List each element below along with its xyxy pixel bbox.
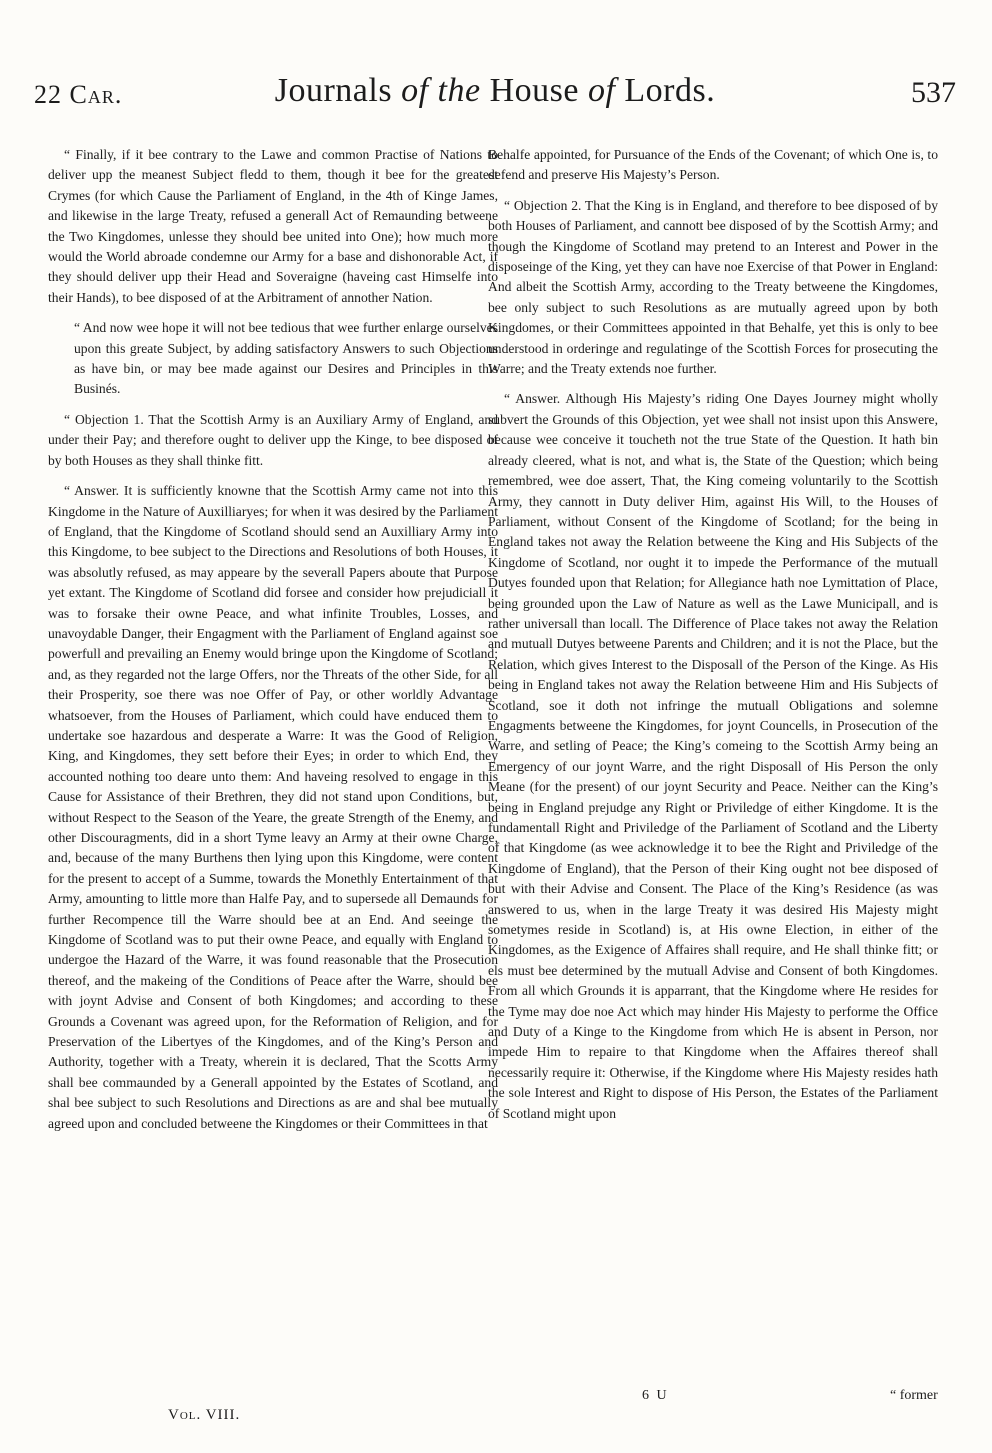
left-column (48, 145, 498, 1134)
page-number: 537 (911, 76, 956, 109)
regnal-year: 22 Car. (34, 80, 123, 109)
title-of-the: of the (401, 72, 481, 109)
title-of: of (587, 72, 616, 109)
paragraph-answer-1: “ Answer. It is sufficiently knowne that the Scottish Army came not into this Kingdome in the Nature of Auxilliaryes; for when it was desired by the Parliament of England, that the Kingdome of Scotland should send an Auxilliary Army into this Kingdome, to bee subject to the Directions and Resolutions of both Houses, it was absolutly refused, as may appeare by the severall Papers aboute that Purpose yet extant. The Kingdome of Scotland did forsee and consider how prejudiciall it was to forsake their owne Peace, and what infinite Troubles, Losses, and unavoydable Danger, their Engagment with the Parliament of England against soe powerfull and prevailing an Enemy would bringe upon the Kingdome of Scotland; and, as they regarded not the large Offers, nor the Threats of the other Side, for all their Prosperity, soe there was noe Offer of Pay, or other worldly Advantage whatsoever, from the Houses of Parliament, which could have enduced them to undertake soe hazardous and desperate a Warre: It was the Good of Religion, King, and Kingdomes, they sett before their Eyes; in order to which End, they accounted nothing too deare unto them: And haveing resolved to engage in this Cause for Assistance of their Brethren, they did not stand upon Conditions, but, without Respect to the Season of the Yeare, the greate Strength of the Enemy, and other Discouragments, did in a short Tyme leavy an Army at their owne Charge, and, because of the many Burthens then lying upon this Kingdome, were content for the present to accept of a Summe, towards the Monethly Entertainment of that Army, amounting to little more than Halfe Pay, and to supersede all Demaunds for further Recompence till the Warre should bee at an End. And seeinge the Kingdome of Scotland was to put their owne Peace, and equally with England to undergoe the Hazard of the Warre, it was found reasonable that the Prosecution thereof, and the makeing of the Conditions of Peace after the Warre, should bee with joynt Advise and Consent of both Kingdomes; and according to these Grounds a Covenant was agreed upon, for the Reformation of Religion, and for Preservation of the Libertyes of the Kingdomes, and of the King’s Person and Authority, together with a Treaty, wherein it is declared, That the Scotts Army shall bee commaunded by a Generall appointed by the Estates of Scotland, and shal bee subject to such Resolutions and Directions as are and shal bee mutually agreed upon and concluded betweene the Kingdomes or their Committees in that (48, 483, 498, 1131)
title-lords: Lords. (624, 72, 716, 109)
paragraph-continuation: Behalfe appointed, for Pursuance of the Ends of the Covenant; of which One is, to defend and preserve His Majesty’s Person. (488, 147, 938, 183)
paragraph-answer-2: “ Answer. Although His Majesty’s riding One Dayes Journey might wholly subvert the Grounds of this Objection, yet wee shall not insist upon this Answere, because wee conceive it toucheth not the true State of the Question. It hath bin already cleered, what is not, and what is, the State of the Question; which being remembred, wee doe assert, That, the King comeing voluntarily to the Scottish Army, they cannott in Duty deliver Him, against His Will, to the Houses of Parliament, without Consent of the Kingdome of Scotland; for the being in England takes not away the Relation betweene the King and His Subjects of the Kingdome of Scotland, nor ought it to impede the Performance of the mutuall Dutyes founded upon that Relation; for Allegiance hath noe Lymittation of Place, being grounded upon the Law of Nature as well as the Lawe Municipall, and is rather universall than locall. The Difference of Place takes not away the Relation and mutuall Dutyes betweene Parents and Children; and it is not the Place, but the Relation, which gives Interest to the Disposall of the Person of the Kinge. As His being in England takes not away the Relation betweene Him and His Subjects of Scotland, soe it doth not infringe the mutuall Obligations and solemne Engagments betweene the Kingdomes, for joynt Councells, in Prosecution of the Warre, and setling of Peace; the King’s comeing to the Scottish Army being an Emergency of our joynt Warre, and the right Disposall of His Person the only Meane (for the present) of our joynt Security and Peace. Neither can the King’s being in England prejudge any Right or Priviledge of either Kingdome. It is the fundamentall Right and Priviledge of the Parliament of Scotland and the Liberty of that Kingdome (as wee acknowledge it to bee the Right and Priviledge of the Kingdome of England), that the Person of their King ought not bee disposed of but with their Advise and Consent. The Place of the King’s Residence (as was answered to us, when in the large Treaty it was desired His Majesty might sometymes reside in Scotland) is, at His owne Election, in either of the Kingdomes, as the Exigence of Affaires shall require, and He shall thinke fitt; or els must bee determined by the mutuall Advise and Consent of both Kingdomes. From all which Grounds it is apparrant, that the Kingdome where He resides for the Tyme may doe noe Act which may hinder His Majesty to performe the Office and Duty of a Kinge to the Kingdome from which He is absent in Person, nor impede Him to repaire to that Kingdome when the Affaires thereof shall necessarily require it: Otherwise, if the Kingdome where His Majesty resides hath the sole Interest and Right to dispose of His Person, the Estates of the Parliament of Scotland might upon (488, 391, 938, 1121)
paragraph-objection-2: “ Objection 2. That the King is in England, and therefore to bee disposed of by both Houses of Parliament, and cannott bee disposed of by the Scottish Army; and though the Kingdome of Scotland may pretend to an Interest and Power in the disposeinge of the King, yet they can have noe Exercise of that Power in England: And albeit the Scottish Army, according to the Treaty betweene the Kingdomes, bee only subject to such Resolutions as are mutually agreed upon by both Kingdomes, or their Committees appointed in that Behalfe, yet this is only to bee understood in orderinge and regulatinge of the Scottish Forces for prosecuting the Warre; and the Treaty extends noe further. (488, 197, 938, 377)
catchword: “ former (890, 1388, 938, 1403)
journal-title (34, 72, 956, 110)
title-house: House (489, 72, 579, 109)
signature-mark: 6 U (642, 1388, 669, 1403)
paragraph-objection-1: “ Objection 1. That the Scottish Army is an Auxiliary Army of England, and under their Pay; and therefore ought to deliver upp the Kinge, to bee disposed of by both Houses as they shall thinke fitt. (48, 411, 498, 468)
title-journals: Journals (274, 72, 393, 109)
paragraph-and-now: “ And now wee hope it will not bee tedious that wee further enlarge ourselves upon this greate Subject, by adding satisfactory Answers to such Objections as have bin, or may bee made against our Desires and Principles in this Businés. (74, 320, 498, 397)
paragraph-finally: “ Finally, if it bee contrary to the Lawe and common Practise of Nations to deliver upp the meanest Subject fledd to them, though it bee for the greatest Crymes (for which Cause the Parliament of England, in the 4th of Kinge James, and likewise in the large Treaty, refused a generall Act of Remaunding betweene the Two Kingdomes, unlesse they should bee united into One); how much more would the World abroade condemne our Army for a base and dishonorable Act, if they should deliver upp their Head and Soveraigne (haveing cast Himselfe into their Hands), to bee disposed of at the Arbitrament of annother Nation. (48, 147, 498, 305)
running-head (34, 72, 956, 112)
volume-label: Vol. VIII. (168, 1407, 241, 1423)
right-column (488, 145, 938, 1124)
